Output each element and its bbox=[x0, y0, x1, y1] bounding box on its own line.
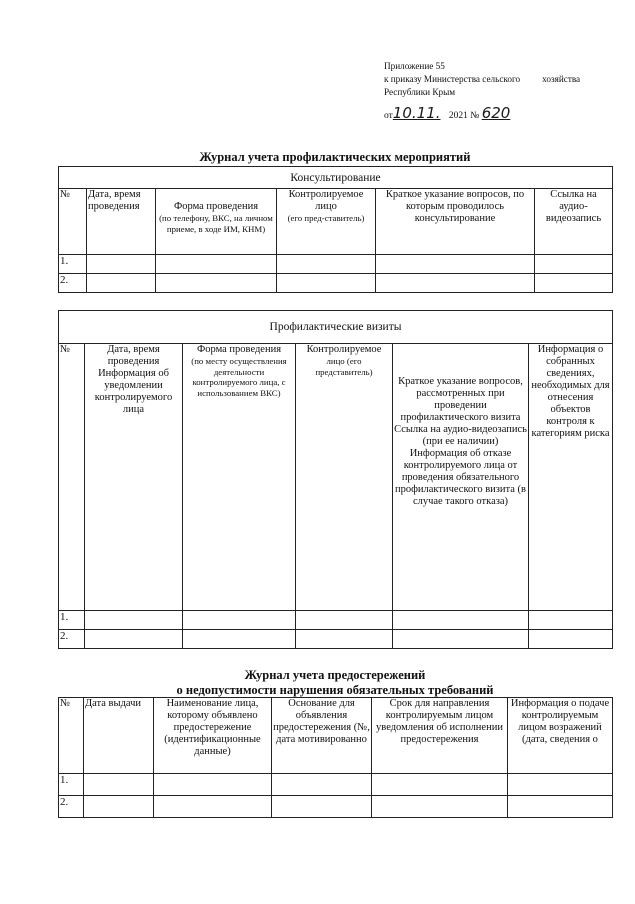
table-row: 1. bbox=[59, 255, 613, 274]
table-row: 2. bbox=[59, 796, 613, 818]
section-consulting: Консультирование bbox=[59, 167, 613, 189]
col-date: Дата, время проведения bbox=[87, 189, 156, 255]
col-audio: Ссылка на аудио-видеозапись bbox=[535, 189, 613, 255]
col-risk-info: Информация о собранных сведениях, необходимых для отнесения объектов контроля к категориям риска bbox=[529, 344, 613, 611]
appendix-header bbox=[384, 60, 580, 99]
appendix-line3: Республики Крым bbox=[384, 87, 456, 97]
handwritten-date: 10.11. bbox=[392, 104, 441, 122]
journal3-title-line2: о недопустимости нарушения обязательных требований bbox=[176, 683, 494, 697]
col-person: Контролируемое лицо (его пред-ставитель) bbox=[277, 189, 376, 255]
visits-table bbox=[58, 310, 613, 649]
col-basis: Основание для объявления предостережения (№, дата мотивированно bbox=[272, 698, 372, 774]
appendix-line2: к приказу Министерства сельского хозяйства bbox=[384, 74, 581, 84]
handwritten-number: 620 bbox=[481, 104, 511, 122]
table-row: 1. bbox=[59, 774, 613, 796]
col-summary: Краткое указание вопросов, по которым проводилось консультирование bbox=[376, 189, 535, 255]
warnings-table bbox=[58, 697, 613, 818]
col-name: Наименование лица, которому объявлено предостережение (идентификационные данные) bbox=[154, 698, 272, 774]
col-person: Контролируемое лицо (его представитель) bbox=[296, 344, 393, 611]
table-row: 2. bbox=[59, 274, 613, 293]
col-objection: Информация о подаче контролируемым лицом возражений (дата, сведения о bbox=[508, 698, 613, 774]
section-visits: Профилактические визиты bbox=[59, 311, 613, 344]
col-date-notice: Дата, время проведения Информация об уведомлении контролируемого лица bbox=[85, 344, 183, 611]
col-num: № bbox=[59, 344, 85, 611]
consultation-table bbox=[58, 166, 613, 293]
table-row: 2. bbox=[59, 630, 613, 649]
col-form: Форма проведения (по телефону, ВКС, на личном приеме, в ходе ИМ, КНМ) bbox=[156, 189, 277, 255]
col-summary: Краткое указание вопросов, рассмотренных при проведении профилактического визита Ссылка на аудио-видеозапись (при ее наличии) Информация об отказе контролируемого лица от проведения обязательного профилактического визита (в случае такого отказа) bbox=[393, 344, 529, 611]
appendix-line1: Приложение 55 bbox=[384, 61, 445, 71]
col-deadline: Срок для направления контролируемым лицом уведомления об исполнении предостережения bbox=[372, 698, 508, 774]
col-form: Форма проведения (по месту осуществления деятельности контролируемого лица, с использованием ВКС) bbox=[183, 344, 296, 611]
col-num: № bbox=[59, 189, 87, 255]
table-row: 1. bbox=[59, 611, 613, 630]
journal1-title: Журнал учета профилактических мероприятий bbox=[199, 150, 471, 164]
col-issue-date: Дата выдачи bbox=[84, 698, 154, 774]
journal3-title-line1: Журнал учета предостережений bbox=[244, 668, 426, 682]
order-date-line: от10.11. 2021 № 620 bbox=[384, 104, 511, 122]
col-num: № bbox=[59, 698, 84, 774]
